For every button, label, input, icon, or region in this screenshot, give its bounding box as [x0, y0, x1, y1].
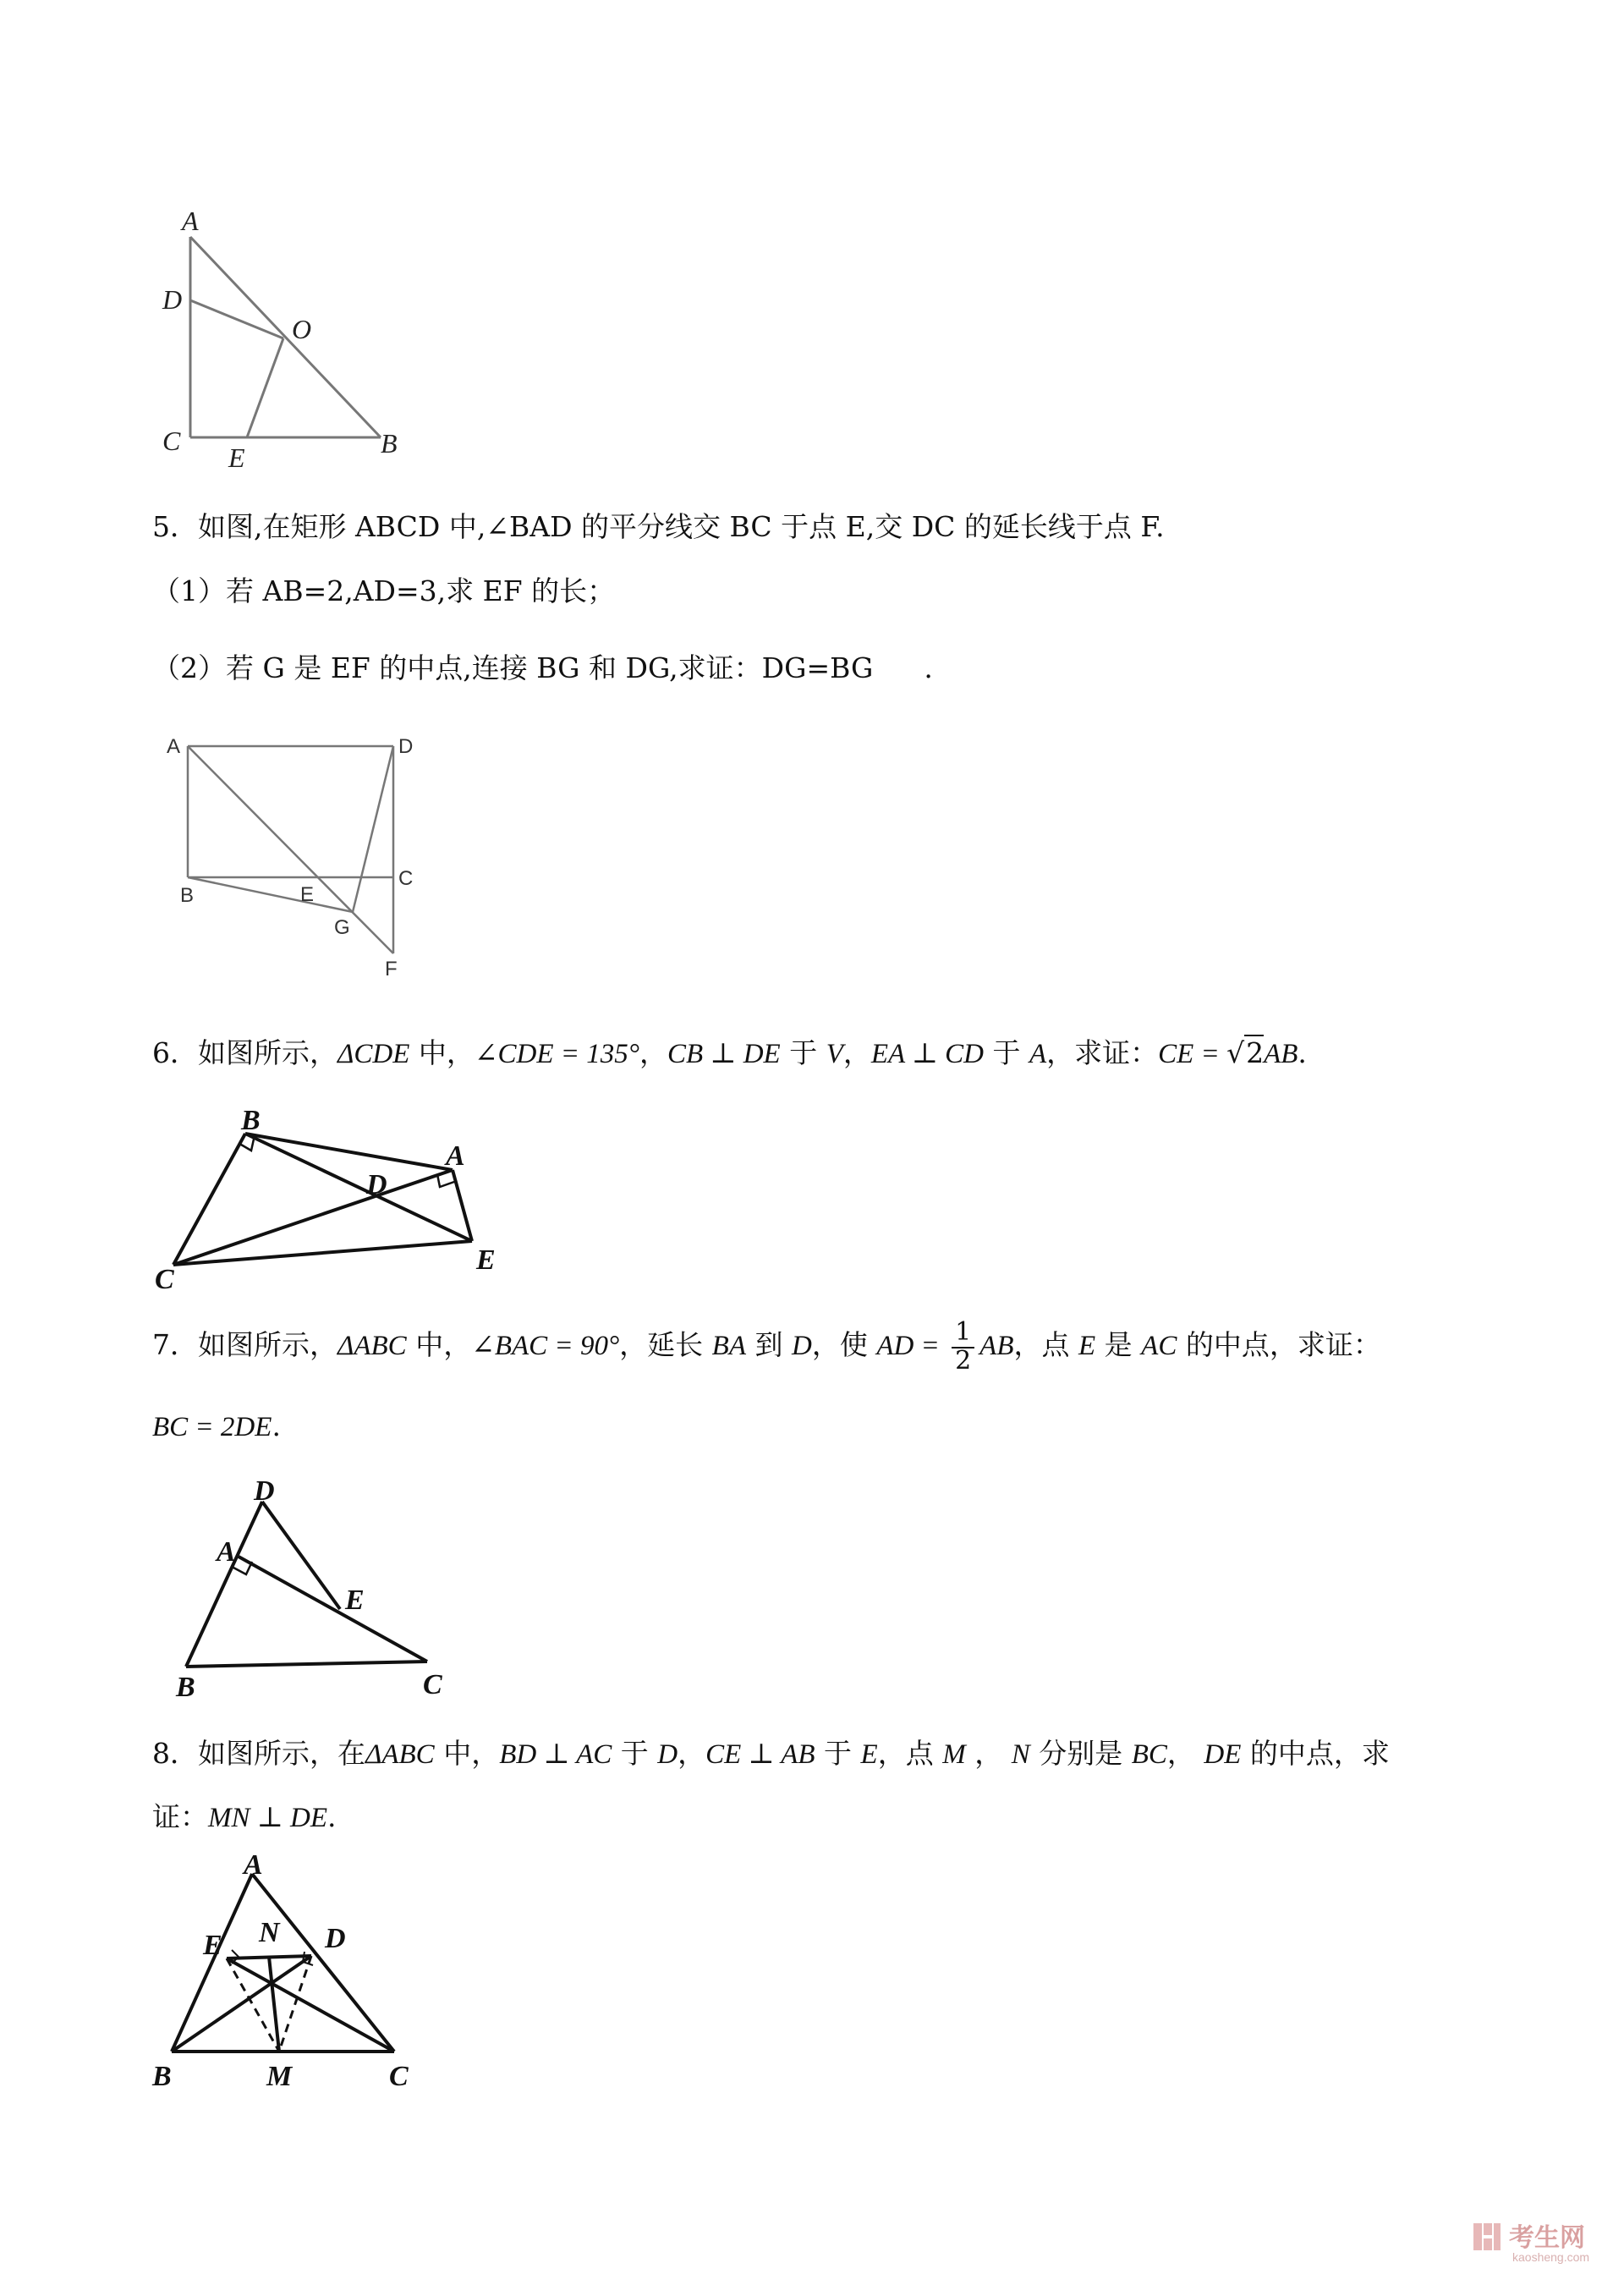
- problem8-text-4: ，: [678, 1737, 706, 1770]
- fig5-label-B: B: [180, 884, 195, 907]
- problem5-part2: [152, 651, 933, 685]
- problem6-angle: ∠CDE = 135°: [474, 1039, 639, 1069]
- problem5-part2-text: （2）若 G 是 EF 的中点,连接 BG 和 DG,求证：DG=BG: [152, 651, 874, 684]
- problem5-part2-end: .: [924, 651, 933, 684]
- problem7-AB: AB: [979, 1331, 1014, 1361]
- problem7-text-5: ，使: [811, 1328, 877, 1361]
- fig6-label-E: E: [476, 1244, 496, 1276]
- problem7-BA: BA: [711, 1331, 746, 1361]
- fig8-label-E: E: [203, 1930, 222, 1961]
- figure-problem4: [152, 203, 431, 482]
- problem6-sqrt-sign: √: [1226, 1036, 1245, 1069]
- problem8-text-9: ，: [1166, 1737, 1204, 1770]
- problem8-triangle: ΔABC: [365, 1739, 435, 1770]
- problem6-number: 6．: [152, 1036, 198, 1069]
- problem6-text-7: ，求证：: [1046, 1036, 1159, 1069]
- problem8-number: 8．: [152, 1737, 198, 1770]
- fig8-label-M: M: [266, 2061, 293, 2092]
- problem8-DE: DE: [1204, 1739, 1242, 1770]
- problem8-stem: [152, 1737, 1390, 1772]
- fig4-label-A: A: [182, 206, 199, 236]
- problem7-AC: AC: [1141, 1331, 1177, 1361]
- problem6-text-2: 中，: [409, 1036, 475, 1069]
- problem6-text-4: 于: [780, 1036, 826, 1069]
- problem6-point-A: A: [1029, 1039, 1047, 1069]
- problem7-conclusion: BC = 2DE: [152, 1412, 272, 1442]
- problem6-stem: [152, 1036, 1307, 1072]
- problem6-conclusion-right: AB: [1264, 1039, 1298, 1069]
- problem7-frac-denominator: 2: [955, 1346, 972, 1376]
- problem7-line2: [152, 1409, 281, 1445]
- fig7-label-B: B: [176, 1672, 195, 1703]
- problem5-part1-text: （1）若 AB=2,AD=3,求 EF 的长；: [152, 574, 616, 607]
- watermark-logo-icon: [1472, 2222, 1502, 2252]
- fig7-label-A: A: [217, 1536, 236, 1568]
- problem6-text-6: 于: [983, 1036, 1029, 1069]
- fig6-label-A: A: [446, 1140, 465, 1172]
- fig7-label-D: D: [254, 1475, 275, 1507]
- problem5-part1: [152, 574, 615, 608]
- problem8-point-M: M: [942, 1739, 966, 1770]
- problem8-line2: [152, 1800, 337, 1836]
- problem6-text-3: ，: [639, 1036, 667, 1069]
- fig6-label-B: B: [241, 1105, 261, 1136]
- fig4-label-O: O: [292, 314, 312, 344]
- problem7-text-1: 如图所示，: [198, 1328, 337, 1361]
- problem6-end: .: [1298, 1036, 1307, 1069]
- problem6-conclusion-left: CE =: [1158, 1039, 1227, 1069]
- problem6-text-5: ，: [842, 1036, 871, 1069]
- problem8-perp1: BD ⊥ AC: [499, 1739, 612, 1770]
- fig8-label-N: N: [259, 1917, 280, 1948]
- problem7-text-8: 的中点，求证：: [1177, 1328, 1381, 1361]
- problem6-perp2: EA ⊥ CD: [870, 1039, 984, 1069]
- problem8-point-E: E: [860, 1739, 878, 1770]
- fig4-label-B: B: [381, 428, 398, 459]
- problem7-triangle: ΔABC: [337, 1331, 407, 1361]
- fig4-label-D: D: [162, 284, 183, 315]
- problem8-text-2: 中，: [434, 1737, 500, 1770]
- fig5-label-D: D: [398, 735, 414, 758]
- problem7-AD-eq: AD =: [876, 1331, 947, 1361]
- problem6-point-V: V: [826, 1039, 843, 1069]
- figure-problem6: [148, 1104, 520, 1299]
- problem7-text-6: ，点: [1013, 1328, 1078, 1361]
- problem7-stem: [152, 1317, 1381, 1376]
- fig7-label-C: C: [423, 1669, 442, 1700]
- problem8-BC: BC: [1131, 1739, 1167, 1770]
- fig5-label-C: C: [398, 867, 414, 890]
- problem6-sqrt-arg: 2: [1246, 1036, 1265, 1069]
- problem8-text-8: 分别是: [1029, 1737, 1132, 1770]
- problem8-text-1: 如图所示，在: [198, 1737, 365, 1770]
- problem8-point-D: D: [657, 1739, 678, 1770]
- problem7-text-3: ，延长: [619, 1328, 712, 1361]
- fig7-label-E: E: [345, 1585, 365, 1616]
- problem5-number: 5．: [152, 510, 198, 543]
- problem6-triangle: ΔCDE: [337, 1039, 410, 1069]
- problem7-angle: ∠BAC = 90°: [471, 1331, 620, 1361]
- problem5-stem: [152, 510, 1165, 544]
- fig8-label-D: D: [325, 1923, 346, 1954]
- fig5-label-F: F: [385, 958, 398, 980]
- problem7-number: 7．: [152, 1328, 198, 1361]
- problem8-perp2: CE ⊥ AB: [705, 1739, 815, 1770]
- fig6-label-C: C: [155, 1264, 174, 1295]
- fig8-label-A: A: [244, 1849, 263, 1881]
- figure-problem5: [156, 728, 436, 981]
- problem7-text-4: 到: [745, 1328, 792, 1361]
- problem8-text-6: ，点: [877, 1737, 943, 1770]
- problem7-text-2: 中，: [406, 1328, 472, 1361]
- problem5-text: 如图,在矩形 ABCD 中,∠BAD 的平分线交 BC 于点 E,交 DC 的延长线于点 F.: [198, 510, 1165, 543]
- watermark: [1472, 2216, 1607, 2276]
- fig8-label-B: B: [152, 2061, 172, 2092]
- problem8-text-7: ，: [965, 1737, 1012, 1770]
- problem6-text-1: 如图所示，: [198, 1036, 337, 1069]
- problem7-text-7: 是: [1095, 1328, 1142, 1361]
- problem7-point-E: E: [1078, 1331, 1096, 1361]
- problem6-perp1: CB ⊥ DE: [667, 1039, 781, 1069]
- problem8-end: .: [327, 1800, 337, 1833]
- problem7-frac-numerator: 1: [952, 1320, 974, 1348]
- figure-problem8: [144, 1848, 448, 2102]
- fig5-label-G: G: [334, 916, 350, 939]
- problem8-point-N: N: [1011, 1739, 1030, 1770]
- problem7-fraction: [952, 1317, 974, 1376]
- problem8-conclusion: MN ⊥ DE: [208, 1803, 328, 1833]
- problem8-text-3: 于: [612, 1737, 658, 1770]
- problem7-end: .: [272, 1409, 281, 1442]
- watermark-domain: kaosheng.com: [1512, 2250, 1590, 2264]
- watermark-text: 考生网: [1509, 2224, 1585, 2252]
- fig6-label-D: D: [366, 1169, 387, 1200]
- problem8-text-10: 的中点，求: [1241, 1737, 1390, 1770]
- fig5-label-A: A: [167, 735, 181, 758]
- problem7-point-D: D: [791, 1331, 812, 1361]
- problem8-text-5: 于: [815, 1737, 861, 1770]
- problem8-line2-prefix: 证：: [152, 1800, 208, 1833]
- fig8-label-C: C: [389, 2061, 409, 2092]
- fig5-label-E: E: [300, 883, 315, 906]
- figure-problem7: [161, 1472, 474, 1709]
- fig4-label-C: C: [162, 426, 181, 456]
- fig4-label-E: E: [228, 442, 245, 473]
